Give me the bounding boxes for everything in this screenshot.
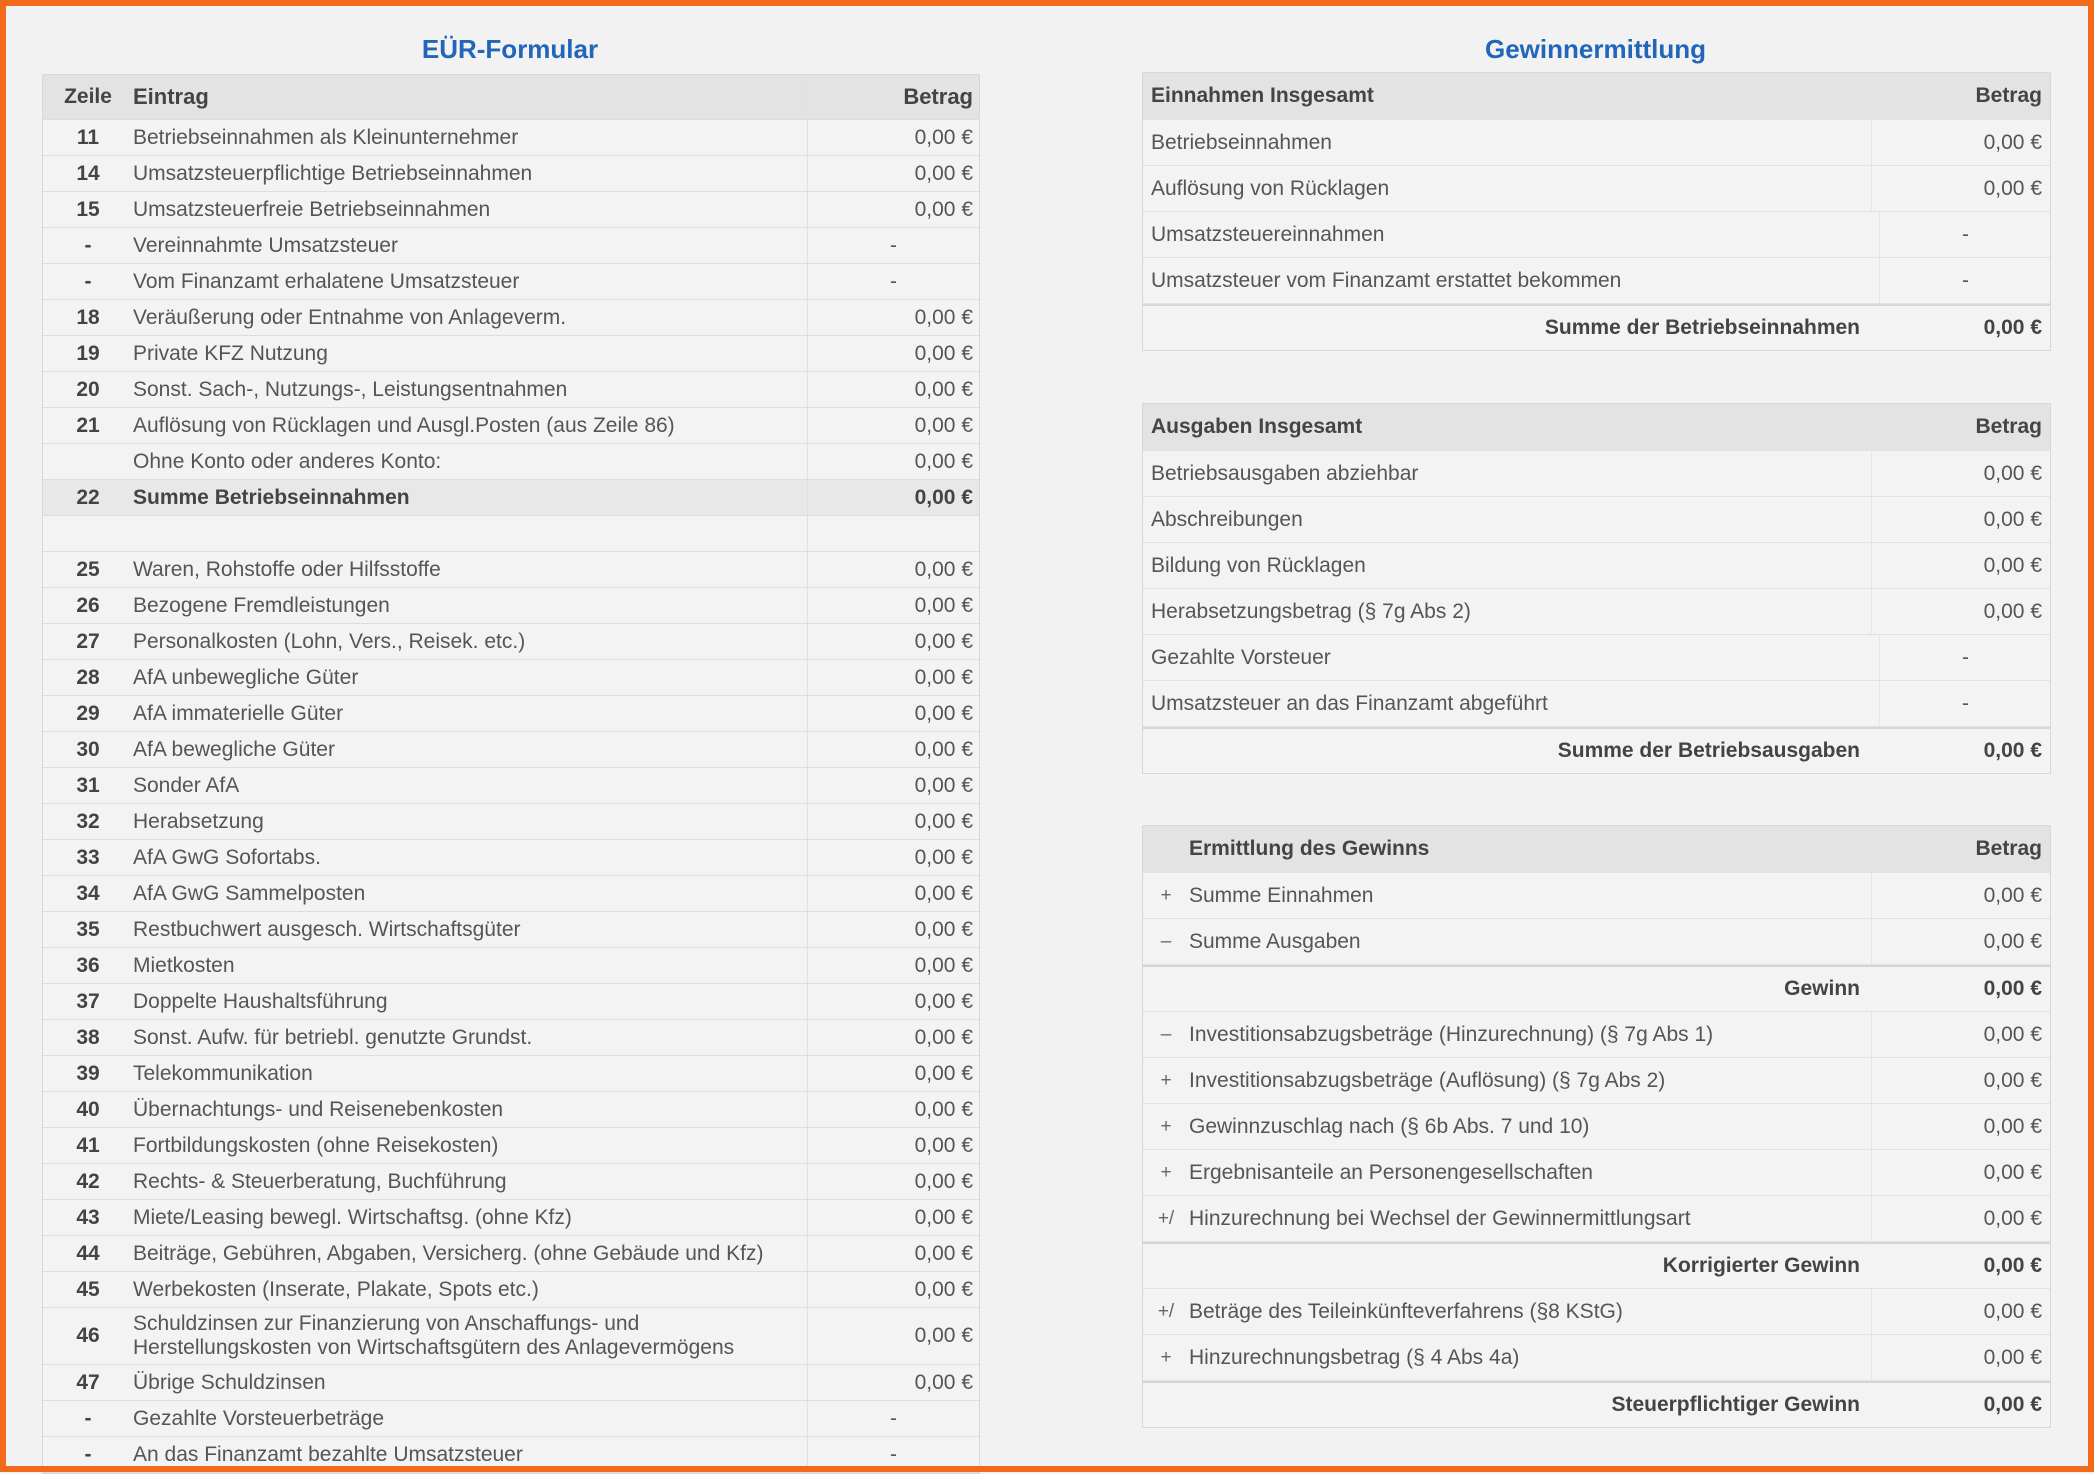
betrag-cell: 0,00 € [914,1324,973,1347]
zeile-cell: 43 [76,1205,100,1229]
table-row [43,804,979,840]
einnahmen-header-label: Einnahmen Insgesamt [1151,84,1374,107]
entry-cell: Vereinnahmte Umsatzsteuer [133,228,808,263]
zeile-cell: 20 [76,377,100,401]
ausgaben-row-label: Abschreibungen [1143,497,1872,542]
entry-cell: Personalkosten (Lohn, Vers., Reisek. etc.) [133,624,808,659]
zeile-cell: - [84,1406,92,1430]
betrag-cell: 0,00 € [914,1277,973,1301]
gewinn-row-label: Beträge des Teileinkünfteverfahrens (§8 KStG) [1189,1289,1872,1334]
einnahmen-box [1142,72,2051,351]
betrag-cell: 0,00 € [914,809,973,833]
entry-cell: Private KFZ Nutzung [133,336,808,371]
entry-cell: Betriebseinnahmen als Kleinunternehmer [133,120,808,155]
table-row [43,948,979,984]
table-row [43,1128,979,1164]
entry-cell: Gezahlte Vorsteuerbeträge [133,1401,808,1436]
table-row [43,1308,979,1365]
zeile-cell: 11 [76,125,100,149]
betrag-cell: 0,00 € [914,125,973,149]
table-row [43,660,979,696]
ausgaben-row-value: 0,00 € [1983,553,2042,577]
gewinn-row [1143,1150,2050,1196]
zeile-cell: 36 [76,953,100,977]
gewinn-row-value: 0,00 € [1983,883,2042,907]
table-row [43,372,979,408]
table-row [43,768,979,804]
entry-cell: Übernachtungs- und Reisenebenkosten [133,1092,808,1127]
sign-cell: + [1160,1161,1172,1183]
gewinn-header-label: Ermittlung des Gewinns [1189,837,1430,860]
ausgaben-header [1143,404,2050,451]
gewinn-header [1143,826,2050,873]
gewinn-row-label: Investitionsabzugsbeträge (Hinzurechnung) (§ 7g Abs 1) [1189,1012,1872,1057]
table-row [43,840,979,876]
gewinn-row-label: Investitionsabzugsbeträge (Auflösung) (§ 7g Abs 2) [1189,1058,1872,1103]
entry-cell: Telekommunikation [133,1056,808,1091]
gewinn-row [1143,1196,2050,1242]
entry-cell: Sonst. Aufw. für betriebl. genutzte Grundst. [133,1020,808,1055]
einnahmen-row [1143,258,2050,304]
entry-cell: AfA GwG Sammelposten [133,876,808,911]
einnahmen-row-value: - [1962,222,1969,246]
ausgaben-row-label: Gezahlte Vorsteuer [1143,635,1880,680]
zeile-cell: 21 [76,413,100,437]
ausgaben-total-value: 0,00 € [1983,739,2042,762]
table-row [43,264,979,300]
table-row [43,1056,979,1092]
entry-cell: Übrige Schuldzinsen [133,1365,808,1400]
ausgaben-row-value: - [1962,691,1969,715]
einnahmen-row-label: Betriebseinnahmen [1143,120,1872,165]
gewinnermittlung-title: Gewinnermittlung [1485,34,1706,64]
betrag-cell: 0,00 € [914,989,973,1013]
zeile-cell: - [84,1442,92,1466]
table-row [43,696,979,732]
betrag-cell: 0,00 € [914,305,973,329]
betrag-cell: 0,00 € [914,773,973,797]
ausgaben-row-label: Herabsetzungsbetrag (§ 7g Abs 2) [1143,589,1872,634]
table-row [43,336,979,372]
betrag-cell: 0,00 € [914,1205,973,1229]
zeile-cell: 22 [76,485,100,509]
ausgaben-total-row [1143,727,2050,773]
gewinn-row-label: Gewinn [1784,977,1860,1000]
betrag-cell: - [890,269,897,293]
entry-cell: AfA bewegliche Güter [133,732,808,767]
gewinn-row-value: 0,00 € [1983,1022,2042,1046]
header-eintrag: Eintrag [133,75,808,119]
table-row [43,1236,979,1272]
ausgaben-row [1143,497,2050,543]
table-row [43,228,979,264]
betrag-cell: 0,00 € [914,845,973,869]
entry-cell: AfA unbewegliche Güter [133,660,808,695]
ausgaben-header-betrag: Betrag [1975,415,2042,438]
gewinn-row-value: 0,00 € [1983,977,2042,1000]
betrag-cell: - [890,1442,897,1466]
betrag-cell: 0,00 € [914,737,973,761]
sign-cell: – [1160,930,1172,952]
sign-cell: +/ [1157,1300,1175,1322]
einnahmen-row [1143,212,2050,258]
betrag-cell: 0,00 € [914,197,973,221]
ausgaben-row-label: Umsatzsteuer an das Finanzamt abgeführt [1143,681,1880,726]
betrag-cell: 0,00 € [914,485,973,509]
entry-cell: AfA GwG Sofortabs. [133,840,808,875]
betrag-cell: - [890,1406,897,1430]
entry-cell: Sonst. Sach-, Nutzungs-, Leistungsentnahmen [133,372,808,407]
gewinn-row-value: 0,00 € [1983,1114,2042,1138]
entry-cell: Werbekosten (Inserate, Plakate, Spots etc.) [133,1272,808,1307]
ausgaben-row-value: 0,00 € [1983,461,2042,485]
ausgaben-header-label: Ausgaben Insgesamt [1151,415,1363,438]
zeile-cell: 31 [76,773,100,797]
entry-cell: Summe Betriebseinnahmen [133,480,808,515]
einnahmen-row-value: - [1962,268,1969,292]
betrag-cell: 0,00 € [914,1370,973,1394]
table-row [43,624,979,660]
einnahmen-row [1143,120,2050,166]
gewinn-total-row [1143,1381,2050,1427]
ausgaben-row-value: 0,00 € [1983,507,2042,531]
header-zeile: Zeile [64,85,112,108]
sign-cell: – [1160,1023,1172,1045]
gewinn-row [1143,1335,2050,1381]
ausgaben-row-value: - [1962,645,1969,669]
entry-cell: Miete/Leasing bewegl. Wirtschaftsg. (ohne Kfz) [133,1200,808,1235]
gewinn-row-value: 0,00 € [1983,1345,2042,1369]
table-row [43,1020,979,1056]
zeile-cell: 47 [76,1370,100,1394]
zeile-cell: 44 [76,1241,100,1265]
sign-cell: +/ [1157,1207,1175,1229]
einnahmen-row-label: Umsatzsteuer vom Finanzamt erstattet bekommen [1143,258,1880,303]
gewinn-row-value: 0,00 € [1983,1068,2042,1092]
betrag-cell: 0,00 € [914,1097,973,1121]
entry-cell: Umsatzsteuerpflichtige Betriebseinnahmen [133,156,808,191]
betrag-cell: - [890,233,897,257]
betrag-cell: 0,00 € [914,881,973,905]
table-row [43,1272,979,1308]
gewinn-row-value: 0,00 € [1983,1254,2042,1277]
ausgaben-row [1143,635,2050,681]
entry-cell: Auflösung von Rücklagen und Ausgl.Posten (aus Zeile 86) [133,408,808,443]
ausgaben-row [1143,589,2050,635]
table-row [43,984,979,1020]
sign-cell: + [1160,1346,1172,1368]
gewinn-row-value: 0,00 € [1983,929,2042,953]
gewinn-row-value: 0,00 € [1983,1299,2042,1323]
gewinn-row [1143,873,2050,919]
entry-cell: An das Finanzamt bezahlte Umsatzsteuer [133,1437,808,1472]
table-row [43,516,979,552]
table-row [43,1437,979,1473]
table-row [43,1401,979,1437]
einnahmen-row-value: 0,00 € [1983,130,2042,154]
zeile-cell: 30 [76,737,100,761]
entry-cell: AfA immaterielle Güter [133,696,808,731]
zeile-cell: - [84,233,92,257]
ausgaben-total-label: Summe der Betriebsausgaben [1557,739,1860,762]
gewinn-box [1142,825,2051,1428]
einnahmen-row-value: 0,00 € [1983,176,2042,200]
gewinn-row-label: Hinzurechnung bei Wechsel der Gewinnermittlungsart [1189,1196,1872,1241]
zeile-cell: 28 [76,665,100,689]
table-row [43,1164,979,1200]
zeile-cell: 39 [76,1061,100,1085]
entry-cell: Ohne Konto oder anderes Konto: [133,444,808,479]
betrag-cell: 0,00 € [914,1169,973,1193]
entry-cell: Waren, Rohstoffe oder Hilfsstoffe [133,552,808,587]
zeile-cell: - [84,269,92,293]
sign-cell: + [1160,1115,1172,1137]
zeile-cell: 46 [76,1324,100,1347]
eur-form-table [42,74,980,1474]
table-row [43,1092,979,1128]
betrag-cell: 0,00 € [914,1133,973,1157]
betrag-cell: 0,00 € [914,1241,973,1265]
gewinn-row-label: Summe Einnahmen [1189,873,1872,918]
betrag-cell: 0,00 € [914,1025,973,1049]
eur-form-title: EÜR-Formular [421,34,599,64]
betrag-cell: 0,00 € [914,1061,973,1085]
zeile-cell: 37 [76,989,100,1013]
ausgaben-box [1142,403,2051,774]
table-row [43,588,979,624]
gewinn-row-label: Hinzurechnungsbetrag (§ 4 Abs 4a) [1189,1335,1872,1380]
header-betrag: Betrag [903,84,973,109]
zeile-cell: 34 [76,881,100,905]
zeile-cell: 25 [76,557,100,581]
zeile-cell: 32 [76,809,100,833]
einnahmen-total-label: Summe der Betriebseinnahmen [1544,316,1860,339]
table-row [43,300,979,336]
zeile-cell: 15 [76,197,100,221]
gewinn-row-value: 0,00 € [1983,1206,2042,1230]
table-row [43,120,979,156]
entry-cell: Mietkosten [133,948,808,983]
zeile-cell: 26 [76,593,100,617]
entry-cell: Veräußerung oder Entnahme von Anlageverm. [133,300,808,335]
table-row [43,444,979,480]
entry-cell: Umsatzsteuerfreie Betriebseinnahmen [133,192,808,227]
ausgaben-row-value: 0,00 € [1983,599,2042,623]
einnahmen-header-betrag: Betrag [1975,84,2042,107]
zeile-cell: 19 [76,341,100,365]
entry-cell: Herabsetzung [133,804,808,839]
sign-cell: + [1160,884,1172,906]
gewinn-total-row [1143,1242,2050,1289]
zeile-cell: 14 [76,161,100,185]
gewinn-row-label: Ergebnisanteile an Personengesellschaften [1189,1150,1872,1195]
entry-cell: Beiträge, Gebühren, Abgaben, Versicherg. (ohne Gebäude und Kfz) [133,1236,808,1271]
table-row [43,876,979,912]
einnahmen-row [1143,166,2050,212]
table-header-row [43,75,979,120]
table-row [43,408,979,444]
gewinn-row-label: Korrigierter Gewinn [1662,1254,1860,1277]
gewinn-row-label: Summe Ausgaben [1189,919,1872,964]
sum-row [43,480,979,516]
ausgaben-row [1143,451,2050,497]
zeile-cell: 38 [76,1025,100,1049]
betrag-cell: 0,00 € [914,629,973,653]
table-row [43,156,979,192]
entry-cell [133,516,808,551]
entry-cell: Rechts- & Steuerberatung, Buchführung [133,1164,808,1199]
gewinn-row [1143,919,2050,965]
ausgaben-row [1143,681,2050,727]
gewinn-row [1143,1058,2050,1104]
ausgaben-row-label: Betriebsausgaben abziehbar [1143,451,1872,496]
entry-cell: Sonder AfA [133,768,808,803]
zeile-cell: 35 [76,917,100,941]
table-row [43,1200,979,1236]
zeile-cell: 27 [76,629,100,653]
gewinn-total-row [1143,965,2050,1012]
zeile-cell: 40 [76,1097,100,1121]
betrag-cell: 0,00 € [914,161,973,185]
zeile-cell: 41 [76,1133,100,1157]
entry-cell: Restbuchwert ausgesch. Wirtschaftsgüter [133,912,808,947]
einnahmen-row-label: Auflösung von Rücklagen [1143,166,1872,211]
table-row [43,192,979,228]
entry-cell: Schuldzinsen zur Finanzierung von Anschaffungs- und Herstellungskosten von Wirtschaftsgütern des Anlagevermögens [133,1308,808,1364]
einnahmen-header [1143,73,2050,120]
betrag-cell: 0,00 € [914,593,973,617]
table-row [43,912,979,948]
betrag-cell: 0,00 € [914,341,973,365]
gewinn-header-betrag: Betrag [1975,837,2042,860]
zeile-cell: 18 [76,305,100,329]
gewinn-row-value: 0,00 € [1983,1160,2042,1184]
einnahmen-total-value: 0,00 € [1983,316,2042,339]
entry-cell: Bezogene Fremdleistungen [133,588,808,623]
ausgaben-row-label: Bildung von Rücklagen [1143,543,1872,588]
betrag-cell: 0,00 € [914,665,973,689]
zeile-cell: 45 [76,1277,100,1301]
zeile-cell: 33 [76,845,100,869]
einnahmen-total-row [1143,304,2050,350]
entry-cell: Fortbildungskosten (ohne Reisekosten) [133,1128,808,1163]
zeile-cell: 42 [76,1169,100,1193]
gewinn-row [1143,1104,2050,1150]
betrag-cell: 0,00 € [914,377,973,401]
entry-cell: Doppelte Haushaltsführung [133,984,808,1019]
gewinn-row-value: 0,00 € [1983,1393,2042,1416]
gewinn-row [1143,1012,2050,1058]
table-row [43,1365,979,1401]
gewinn-row-label: Steuerpflichtiger Gewinn [1611,1393,1860,1416]
gewinn-row-label: Gewinnzuschlag nach (§ 6b Abs. 7 und 10) [1189,1104,1872,1149]
betrag-cell: 0,00 € [914,413,973,437]
betrag-cell: 0,00 € [914,953,973,977]
entry-cell: Vom Finanzamt erhalatene Umsatzsteuer [133,264,808,299]
sign-cell: + [1160,1069,1172,1091]
betrag-cell: 0,00 € [914,917,973,941]
einnahmen-row-label: Umsatzsteuereinnahmen [1143,212,1880,257]
betrag-cell: 0,00 € [914,701,973,725]
table-row [43,732,979,768]
table-row [43,552,979,588]
zeile-cell: 29 [76,701,100,725]
gewinn-row [1143,1289,2050,1335]
betrag-cell: 0,00 € [914,449,973,473]
betrag-cell: 0,00 € [914,557,973,581]
ausgaben-row [1143,543,2050,589]
